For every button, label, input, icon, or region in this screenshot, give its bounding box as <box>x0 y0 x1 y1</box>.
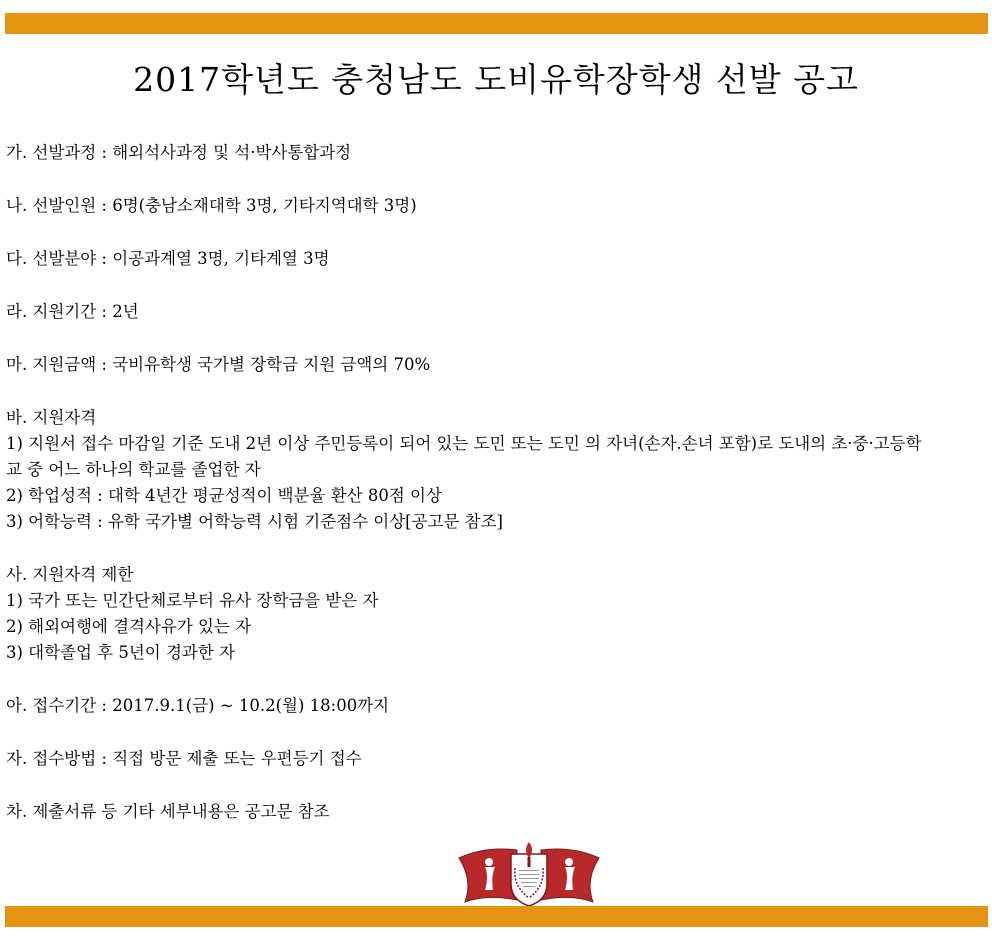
section-gap <box>6 719 986 746</box>
announcement-section <box>6 299 986 325</box>
section-gap <box>6 272 986 299</box>
announcement-section <box>6 352 986 378</box>
section-gap <box>6 166 986 193</box>
section-gap <box>6 378 986 405</box>
announcement-line: 나. 선발인원 : 6명(충남소재대학 3명, 기타지역대학 3명) <box>6 196 417 215</box>
announcement-line: 교 중 어느 하나의 학교를 졸업한 자 <box>6 460 261 479</box>
announcement-line: 1) 지원서 접수 마감일 기준 도내 2년 이상 주민등록이 되어 있는 도민 또는 도민 의 자녀(손자.손녀 포함)로 도내의 초·중·고등학 <box>6 434 922 453</box>
section-gap <box>6 219 986 246</box>
top-accent-bar <box>5 13 988 34</box>
page-title: 2017학년도 충청남도 도비유학장학생 선발 공고 <box>133 60 859 99</box>
announcement-line: 3) 어학능력 : 유학 국가별 어학능력 시험 기준점수 이상[공고문 참조] <box>6 512 503 531</box>
announcement-line: 2) 해외여행에 결격사유가 있는 자 <box>6 617 252 636</box>
announcement-section <box>6 140 986 166</box>
emblem-right-figure-head <box>565 858 573 866</box>
announcement-line: 차. 제출서류 등 기타 세부내용은 공고문 참조 <box>6 802 330 821</box>
announcement-line: 3) 대학졸업 후 5년이 경과한 자 <box>6 643 235 662</box>
announcement-section <box>6 562 986 666</box>
section-gap <box>6 666 986 693</box>
announcement-line: 1) 국가 또는 민간단체로부터 유사 장학금을 받은 자 <box>6 591 379 610</box>
scholarship-emblem-icon <box>455 840 603 906</box>
announcement-section <box>6 693 986 719</box>
announcement-body <box>6 140 986 825</box>
announcement-line: 바. 지원자격 <box>6 408 97 427</box>
section-gap <box>6 772 986 799</box>
section-gap <box>6 325 986 352</box>
announcement-section <box>6 246 986 272</box>
announcement-line: 가. 선발과정 : 해외석사과정 및 석·박사통합과정 <box>6 143 352 162</box>
emblem-left-figure-head <box>485 858 493 866</box>
announcement-section <box>6 746 986 772</box>
announcement-line: 마. 지원금액 : 국비유학생 국가별 장학금 지원 금액의 70% <box>6 355 431 374</box>
emblem-torch-handle <box>528 857 531 867</box>
announcement-line: 다. 선발분야 : 이공과계열 3명, 기타계열 3명 <box>6 249 330 268</box>
announcement-section <box>6 405 986 535</box>
bottom-accent-bar <box>5 906 988 927</box>
announcement-line: 사. 지원자격 제한 <box>6 565 134 584</box>
announcement-line: 아. 접수기간 : 2017.9.1(금) ~ 10.2(월) 18:00까지 <box>6 696 390 715</box>
announcement-line: 라. 지원기간 : 2년 <box>6 302 139 321</box>
announcement-section <box>6 193 986 219</box>
announcement-section <box>6 799 986 825</box>
announcement-line: 자. 접수방법 : 직접 방문 제출 또는 우편등기 접수 <box>6 749 362 768</box>
announcement-line: 2) 학업성적 : 대학 4년간 평균성적이 백분율 환산 80점 이상 <box>6 486 442 505</box>
section-gap <box>6 535 986 562</box>
